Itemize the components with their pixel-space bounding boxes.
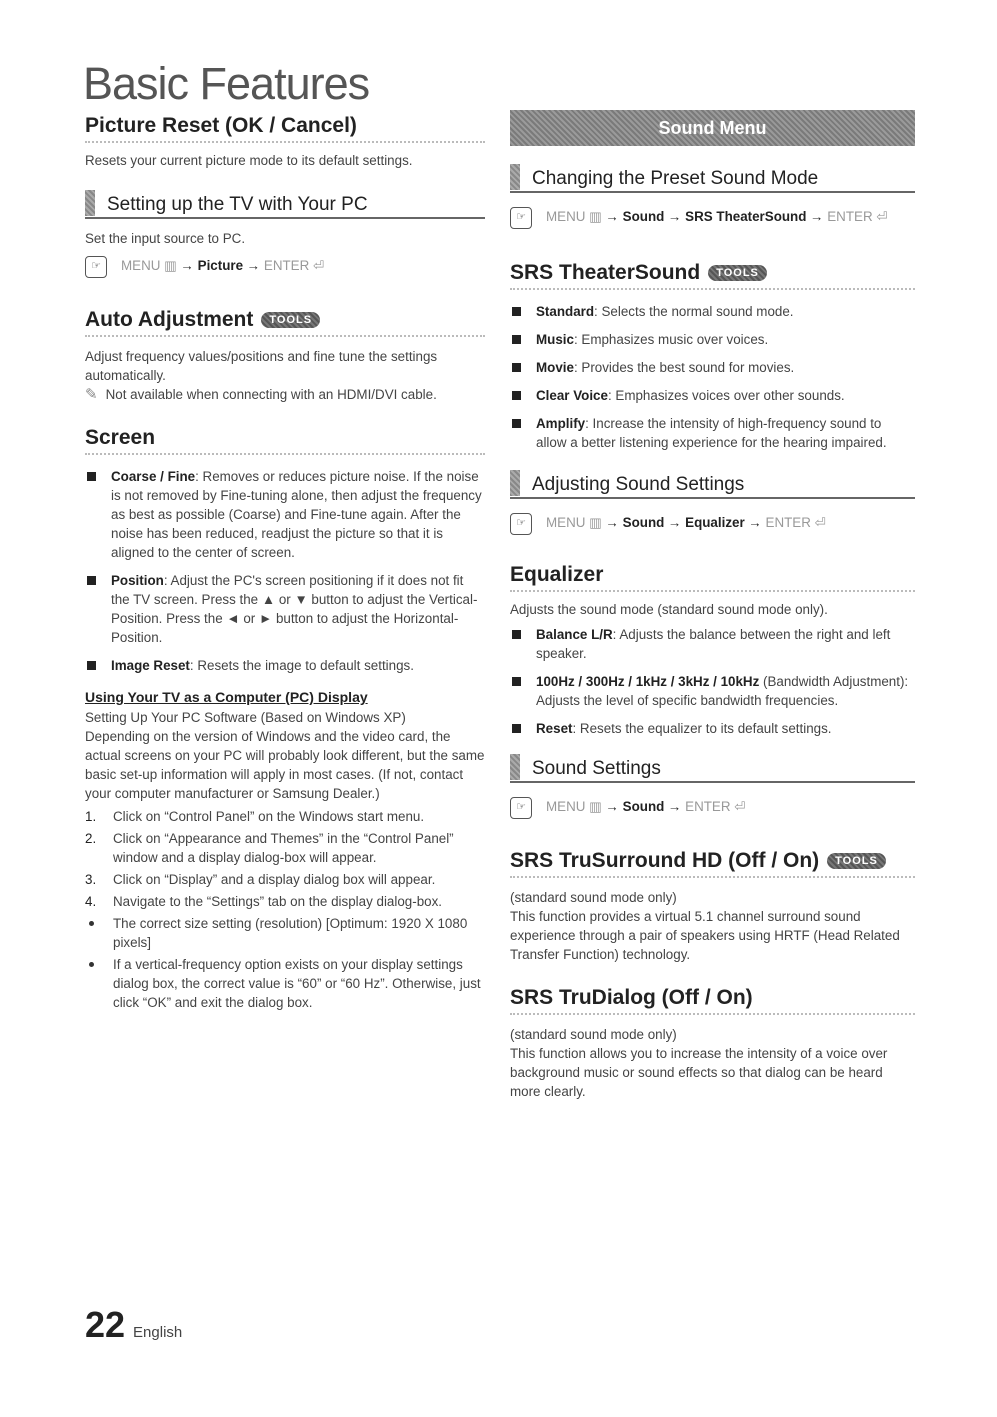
menu-hand-icon: ☞	[510, 207, 532, 229]
list-item: If a vertical-frequency option exists on your display settings dialog box, the correct value is “60” or “60 Hz”. Otherwise, just click “OK” and exit the dialog box.	[85, 955, 485, 1012]
adjust-heading: Adjusting Sound Settings	[510, 470, 915, 499]
list-item: Amplify: Increase the intensity of high-frequency sound to allow a better listening experience for the hearing impaired.	[510, 414, 915, 452]
screen-heading: Screen	[85, 426, 485, 455]
list-item: Clear Voice: Emphasizes voices over other sounds.	[510, 386, 915, 405]
right-column	[510, 110, 915, 1101]
screen-list	[85, 467, 485, 675]
equalizer-text: Adjusts the sound mode (standard sound mode only).	[510, 602, 828, 617]
list-item: Standard: Selects the normal sound mode.	[510, 302, 915, 321]
list-item: Movie: Provides the best sound for movies.	[510, 358, 915, 377]
list-item: Balance L/R: Adjusts the balance between the right and left speaker.	[510, 625, 915, 663]
note-pencil-icon: ✎	[85, 386, 98, 403]
menu-hand-icon: ☞	[510, 797, 532, 819]
list-item: 1. Click on “Control Panel” on the Windows start menu.	[85, 809, 425, 824]
heading-bar-icon	[510, 164, 520, 190]
pc-bullets-list	[85, 914, 485, 1012]
menu-hand-icon: ☞	[510, 513, 532, 535]
theater-list	[510, 302, 915, 452]
tools-badge: TOOLS	[708, 265, 767, 281]
list-item: 100Hz / 300Hz / 1kHz / 3kHz / 10kHz (Bandwidth Adjustment): Adjusts the level of specific bandwidth frequencies.	[510, 672, 915, 710]
setup-pc-text: Set the input source to PC.	[85, 231, 246, 246]
list-item: Image Reset: Resets the image to default settings.	[85, 656, 485, 675]
tools-badge: TOOLS	[261, 312, 320, 328]
list-item: The correct size setting (resolution) [Optimum: 1920 X 1080 pixels]	[85, 914, 485, 952]
trusurround-p1: (standard sound mode only)	[510, 890, 677, 905]
list-item: 2. Click on “Appearance and Themes” in the “Control Panel” window and a display dialog-box will appear.	[85, 831, 454, 865]
page-number: 22	[85, 1304, 126, 1345]
equalizer-list	[510, 625, 915, 738]
trudialog-p1: (standard sound mode only)	[510, 1027, 677, 1042]
page-title: Basic Features	[83, 58, 370, 109]
list-item: Music: Emphasizes music over voices.	[510, 330, 915, 349]
picture-reset-heading: Picture Reset (OK / Cancel)	[85, 114, 485, 143]
page-footer	[85, 1304, 182, 1346]
auto-adjust-note: ✎ Not available when connecting with an HDMI/DVI cable.	[85, 386, 437, 403]
auto-adjust-text: Adjust frequency values/positions and fine tune the settings automatically.	[85, 349, 438, 383]
heading-bar-icon	[85, 190, 95, 216]
language-label: English	[133, 1324, 183, 1341]
list-item: Coarse / Fine: Removes or reduces picture noise. If the noise is not removed by Fine-tuning alone, then adjust the frequency as best as possible (Coarse) and Fine-tune again. After the noise has been reduced, readjust the picture so that it is aligned to the center of screen.	[85, 467, 485, 562]
auto-adjust-heading: Auto Adjustment TOOLS	[85, 308, 485, 337]
pc-display-heading: Using Your TV as a Computer (PC) Display	[85, 689, 368, 705]
picture-reset-text: Resets your current picture mode to its default settings.	[85, 153, 413, 168]
pc-display-p2: Depending on the version of Windows and the video card, the actual screens on your PC will probably look different, but the same basic set-up information will apply in most cases. (If not, contact your computer manufacturer or Samsung Dealer.)	[85, 729, 485, 801]
adjust-menu-path: ☞ MENU ▥ → Sound → Equalizer → ENTER ⏎	[510, 513, 915, 535]
pc-display-p1: Setting Up Your PC Software (Based on Windows XP)	[85, 710, 406, 725]
preset-heading: Changing the Preset Sound Mode	[510, 164, 915, 193]
equalizer-heading: Equalizer	[510, 563, 915, 592]
sound-settings-heading: Sound Settings	[510, 754, 915, 783]
setup-pc-heading: Setting up the TV with Your PC	[85, 190, 485, 219]
list-item: 4. Navigate to the “Settings” tab on the display dialog-box.	[85, 894, 443, 909]
list-item: 3. Click on “Display” and a display dialog box will appear.	[85, 872, 436, 887]
tools-badge: TOOLS	[827, 853, 886, 869]
trusurround-p2: This function provides a virtual 5.1 channel surround sound experience through a pair of speakers using HRTF (Head Related Transfer Function) technology.	[510, 909, 900, 962]
pc-steps-list	[85, 807, 485, 911]
left-column	[85, 110, 485, 1015]
sound-settings-menu-path: ☞ MENU ▥ → Sound → ENTER ⏎	[510, 797, 915, 819]
heading-bar-icon	[510, 754, 520, 780]
list-item: Position: Adjust the PC's screen positioning if it does not fit the TV screen. Press the ▲ or ▼ button to adjust the Vertical-Position. Press the ◄ or ► button to adjust the Horizontal-Position.	[85, 571, 485, 647]
list-item: Reset: Resets the equalizer to its default settings.	[510, 719, 915, 738]
preset-menu-path: ☞ MENU ▥ → Sound → SRS TheaterSound → ENTER ⏎	[510, 207, 915, 229]
heading-bar-icon	[510, 470, 520, 496]
setup-pc-menu-path: ☞ MENU ▥ → Picture → ENTER ⏎	[85, 256, 485, 278]
trudialog-heading: SRS TruDialog (Off / On)	[510, 986, 915, 1015]
trusurround-heading: SRS TruSurround HD (Off / On) TOOLS	[510, 849, 915, 878]
sound-menu-banner: Sound Menu	[510, 110, 915, 146]
trudialog-p2: This function allows you to increase the intensity of a voice over background music or sound effects so that dialog can be heard more clearly.	[510, 1046, 888, 1099]
menu-hand-icon: ☞	[85, 256, 107, 278]
theater-heading: SRS TheaterSound TOOLS	[510, 261, 915, 290]
